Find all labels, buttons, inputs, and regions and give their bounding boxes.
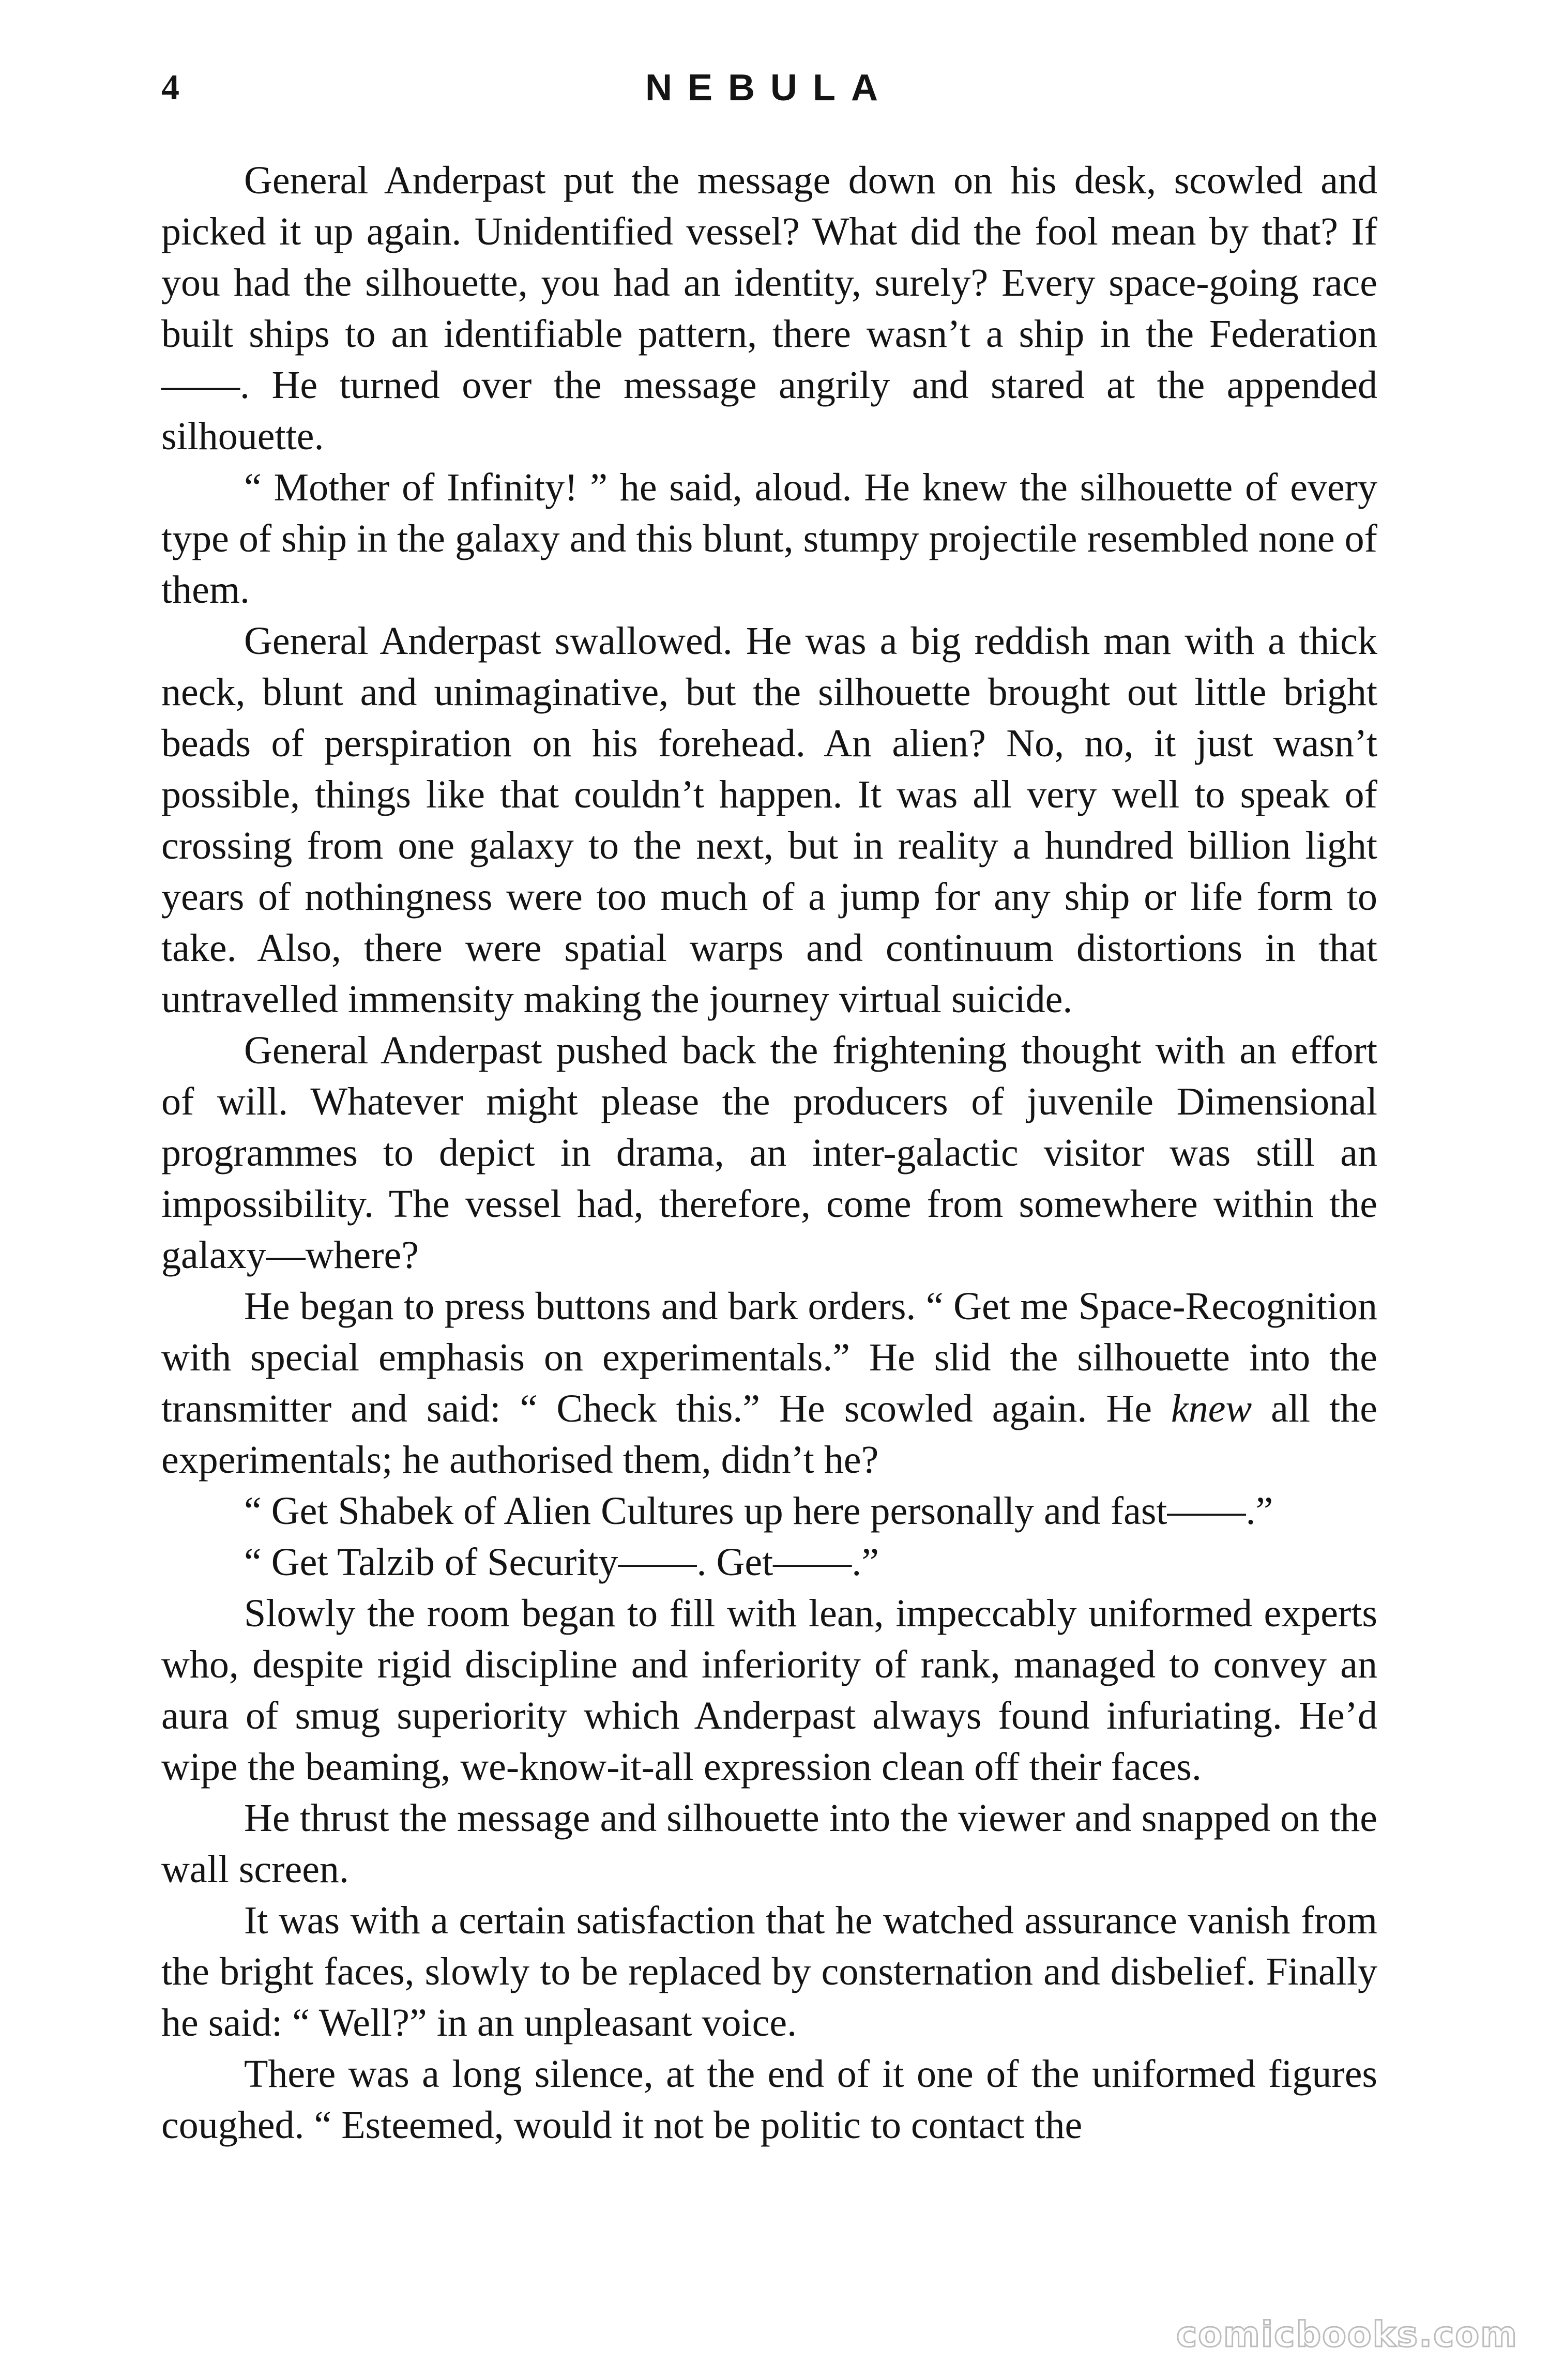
paragraph: General Anderpast pushed back the frightening thought with an effort of will. Whatever might please the producers of juvenile Dimensional programmes to depict in drama, an inter-galactic visitor was still an impossibility. The vessel had, therefore, come from somewhere within the galaxy—where?: [161, 1029, 1377, 1277]
paragraph: General Anderpast put the message down on his desk, scowled and picked it up again. Unidentified vessel? What did the fool mean by that? If you had the silhouette, you had an identity, surely? Every space-going race built ships to an identifiable pattern, there wasn’t a ship in the Federation——. He turned over the message angrily and stared at the appended silhouette.: [161, 159, 1377, 458]
watermark: comicbooks.com: [1176, 2314, 1518, 2355]
italic-word: knew: [1171, 1387, 1252, 1430]
paragraph: General Anderpast swallowed. He was a big reddish man with a thick neck, blunt and unimaginative, but the silhouette brought out little bright beads of perspiration on his forehead. An alien? No, no, it just wasn’t possible, things like that couldn’t happen. It was all very well to speak of crossing from one galaxy to the next, but in reality a hundred billion light years of nothingness were too much of a jump for any ship or life form to take. Also, there were spatial warps and continuum distortions in that untravelled immensity making the journey virtual suicide.: [161, 619, 1377, 1021]
paragraph: “ Mother of Infinity! ” he said, aloud. He knew the silhouette of every type of ship in the galaxy and this blunt, stumpy projectile resembled none of them.: [161, 466, 1377, 612]
paragraph-text: He began to press buttons and bark orders. “ Get me Space-Recognition with special emphasis on experimentals.” He slid the silhouette into the transmitter and said: “ Check this.” He scowled again. He: [161, 1285, 1377, 1430]
paragraph-text: all the experimentals; he authorised them, didn’t he?: [161, 1387, 1377, 1482]
paragraph: There was a long silence, at the end of it one of the uniformed figures coughed. “ Esteemed, would it not be politic to contact the: [161, 2052, 1377, 2147]
paragraph: He thrust the message and silhouette into the viewer and snapped on the wall screen.: [161, 1796, 1377, 1891]
running-title: NEBULA: [645, 67, 893, 109]
paragraph: It was with a certain satisfaction that he watched assurance vanish from the bright faces, slowly to be replaced by consternation and disbelief. Finally he said: “ Well?” in an unpleasant voice.: [161, 1899, 1377, 2045]
page-header: [161, 62, 1377, 114]
paragraph: “ Get Talzib of Security——. Get——.”: [244, 1540, 879, 1584]
body-text: [161, 155, 1377, 2151]
page-number: 4: [161, 68, 179, 108]
paragraph: [161, 1281, 1377, 1486]
paragraph: Slowly the room began to fill with lean, impeccably uniformed experts who, despite rigid discipline and inferiority of rank, managed to convey an aura of smug superiority which Anderpast always found infuriating. He’d wipe the beaming, we-know-it-all expression clean off their faces.: [161, 1592, 1377, 1789]
paragraph: “ Get Shabek of Alien Cultures up here personally and fast——.”: [244, 1489, 1273, 1533]
